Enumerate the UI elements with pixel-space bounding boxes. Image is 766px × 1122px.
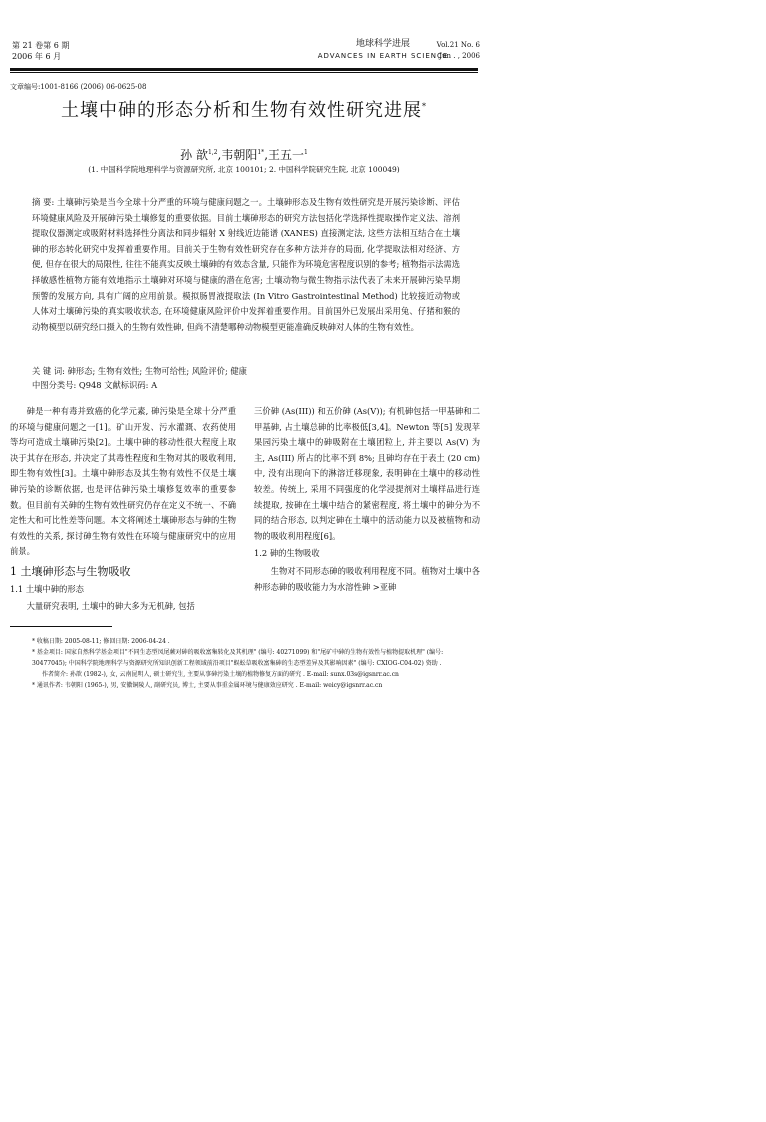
subsection-heading-1-2: 1.2 砷的生物吸收: [254, 548, 320, 559]
section-1-1-continued: 三价砷 (As(III)) 和五价砷 (As(V)); 有机砷包括一甲基砷和二甲基砷, 占土壤总砷的比率极低[3,4]。Newton 等[5] 发现苹果园污染土壤中的砷吸附在土壤团粒上, 并主要以 As(V) 为主, As(III) 所占的比率不到 8%; 且砷均存在于表土 (20 cm) 中, 没有出现向下的淋溶迁移现象, 表明砷在土壤中的移动性较差。传统上, 采用不同强度的化学浸提剂对土壤样品进行连续提取, 按砷在土壤中结合的紧密程度, 将土壤中的砷分为不同的结合形态, 以判定砷在土壤中的活动能力以及被植物和动物的吸收利用程度[6]。: [254, 406, 480, 541]
classification-codes: 中图分类号: Q948 文献标识码: A: [32, 380, 158, 390]
affiliations: (1. 中国科学院地理科学与资源研究所, 北京 100101; 2. 中国科学院研究生院, 北京 100049): [88, 165, 400, 174]
article-number: 文章编号:1001-8166 (2006) 06-0625-08: [10, 83, 147, 91]
footnote-funding: * 基金项目: 国家自然科学基金项目"不同生态型凤尾蕨对砷的吸收富集转化及其机理" (编号: 40271099) 和"尾矿中砷的生物有效性与植物提取机理" (编号: 30477045); 中国科学院地理科学与资源研究所知识创新工程领域前沿项目"蜈蚣草吸收富集砷的生态型差异及其影响因素" (编号: CXIOG-C04-02) 资助 .: [32, 649, 444, 667]
subsection-heading-1-1: 1.1 土壤中砷的形态: [10, 583, 84, 594]
footnote-received: * 收稿日期: 2005-08-11; 修回日期: 2006-04-24 .: [32, 638, 170, 645]
footnotes: [32, 636, 478, 691]
author-3-affil: 1: [304, 149, 308, 156]
section-heading-1: 1 土壤砷形态与生物吸收: [10, 564, 131, 578]
journal-title-en: ADVANCES IN EARTH SCIENCE: [317, 52, 449, 60]
footnote-author-bio: 作者简介: 孙歆 (1982-), 女, 云南昆明人, 硕士研究生, 主要从事砷污染土壤的植物修复方面的研究 . E-mail: sunx.03s@igsnrr.ac.cn: [42, 671, 399, 678]
author-2: ,韦朝阳: [217, 148, 258, 162]
header-issue: [360, 40, 480, 62]
body-column-right: [254, 404, 480, 595]
journal-title-cn: 地球科学进展: [355, 39, 410, 49]
intro-paragraph: 砷是一种有毒并致癌的化学元素, 砷污染是全球十分严重的环境与健康问题之一[1]。矿山开发、污水灌溉、农药使用等均可造成土壤砷污染[2]。土壤中砷的移动性很大程度上取决于其存在形态, 并决定了其毒性程度和生物对其的吸收利用, 即生物有效性[3]。土壤中砷形态及其生物有效性不仅是土壤砷污染的诊断依据, 也是评估砷污染土壤修复效率的重要参数。但目前有关砷的生物有效性研究仍存在定义不统一、不确定性大和可比性差等问题。本文将阐述土壤砷形态与砷的生物有效性的关系, 探讨砷生物有效性在环境与健康研究中的应用前景。: [10, 406, 236, 557]
author-2-affil: 1*: [257, 149, 265, 156]
title-footnote-mark: *: [422, 102, 427, 111]
keywords: 关 键 词: 砷形态; 生物有效性; 生物可给性; 风险评价; 健康: [32, 366, 247, 376]
section-1-2-paragraph: 生物对不同形态砷的吸收利用程度不同。植物对土壤中各种形态砷的吸收能力为水溶性砷 >亚砷: [254, 565, 480, 592]
volume-en: Vol.21 No. 6: [436, 41, 480, 49]
footnote-rule: [10, 626, 112, 627]
footnote-corresponding: * 通讯作者: 韦朝阳 (1965-), 男, 安徽铜陵人, 副研究员, 博士, 主要从事重金属环境与健康效应研究 . E-mail: weicy@igsnrr.ac.cn: [32, 682, 383, 689]
date-en: Jun . , 2006: [439, 52, 480, 60]
header-rule-thick: [10, 68, 478, 71]
author-list: [10, 146, 478, 163]
paper-title-text: 土壤中砷的形态分析和生物有效性研究进展: [61, 100, 422, 121]
date-cn: 2006 年 6 月: [12, 52, 62, 61]
body-column-left: [10, 404, 236, 615]
section-1-1-paragraph: 大量研究表明, 土壤中的砷大多为无机砷, 包括: [26, 601, 195, 612]
paper-title: [10, 96, 478, 122]
author-1: 孙 歆: [180, 148, 208, 162]
header-rule-thin: [10, 72, 478, 73]
author-1-affil: 1,2: [207, 149, 218, 156]
abstract: 摘 要: 土壤砷污染是当今全球十分严重的环境与健康问题之一。土壤砷形态及生物有效性研究是开展污染诊断、评估环境健康风险及开展砷污染土壤修复的重要依据。目前土壤砷形态的研究方法包括化学选择性提取操作定义法、溶剂提取仪器测定或吸附材料选择性分离法和同步辐射 X 射线近边能谱 (XANES) 直接测定法, 这些方法相互结合在土壤砷的形态转化研究中发挥着重要作用。目前关于生物有效性研究存在多种方法并存的局面, 化学提取法相对经济、方便, 但存在很大的局限性, 往往不能真实反映土壤砷的有效态含量, 只能作为环境危害程度识别的参考; 植物指示法需选择敏感性植物方能有效地指示土壤砷对环境与健康的潜在危害; 土壤动物与微生物指示法代表了未来开展砷污染早期预警的发展方向, 具有广阔的应用前景。模拟肠胃液提取法 (In Vitro Gastrointestinal Method) 比较接近动物或人体对土壤砷污染的真实吸收状态, 在环境健康风险评价中发挥着重要作用。目前国外已发展出采用兔、仔猪和猴的动物模型以研究经口摄入的生物有效性砷, 但尚不清楚哪种动物模型更能准确反映砷对人体的生物有效性。: [32, 197, 460, 332]
volume-cn: 第 21 卷第 6 期: [12, 41, 70, 50]
author-3: ,王五一: [264, 148, 305, 162]
